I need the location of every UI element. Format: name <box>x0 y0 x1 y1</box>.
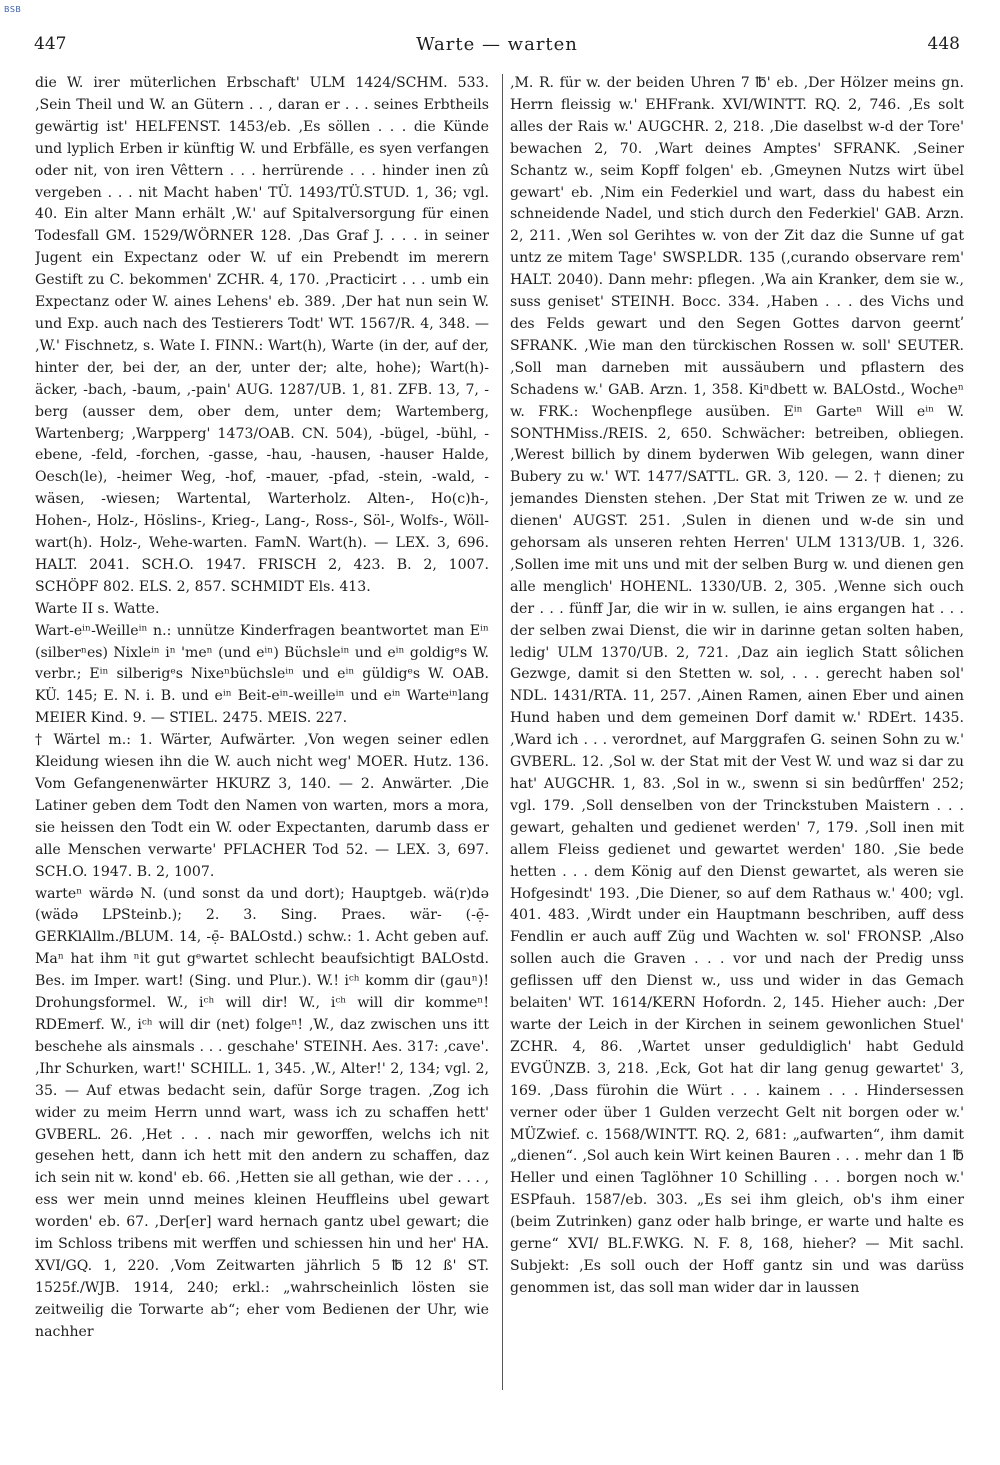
paragraph: † Wärtel m.: 1. Wärter, Aufwärter. ‚Von wegen seiner edlen Kleidung wiesen ihn die W. auch nicht weg' MOER. Hutz. 136. Vom Gefangenenwärter HKURZ 3, 140. — 2. Anwärter. ‚Die Latiner geben dem Todt den Namen von warten, mors a mora, sie heissen den Todt ein W. oder Expectanten, darumb dass er alle Menschen verwarte' PFLACHER Tod 52. — LEX. 3, 697. SCH.O. 1947. B. 2, 1007. <box>35 732 489 880</box>
paragraph: Warte II s. Watte. <box>35 600 160 617</box>
paragraph: warteⁿ wärdə N. (und sonst da und dort); Hauptgeb. wä(r)də (wädə LPSteinb.); 2. 3. Sing. Praes. wär- (-ẹ̄- GERKlAllm./BLUM. 14, -ẹ̄- BALOstd.) schw.: 1. Acht geben auf. Maⁿ hat ihm ⁿit gut gᵉwartet schlecht beaufsichtigt BALOstd. Bes. im Imper. wart! (Sing. und Plur.). W.! iᶜʰ komm dir (gauⁿ)! Drohungsformel. W., iᶜʰ will dir! W., iᶜʰ will dir kommeⁿ! RDEmerf. W., iᶜʰ will dir (net) folgeⁿ! ‚W., daz zwischen uns itt beschehe als ainsmals . . . geschahe' STEINH. Aes. 317: ‚cave'. ‚Ihr Schurken, wart!' SCHILL. 1, 345. ‚W., Alter!' 2, 134; vgl. 2, 35. — Auf etwas bedacht sein, dafür Sorge tragen. ‚Zog ich wider zu meim Herrn unnd wart, wass ich zu schaffen hett' GVBERL. 26. ‚Het . . . nach mir geworffen, welchs ich nit gesehen hett, dann ich hett mit den andern zu schaffen, daz ich sein nit w. kond' eb. 66. ‚Hetten sie all gethan, wie der . . . , ess wer mein unnd meines kleinen Heuffleins ubel gewart worden' eb. 67. ‚Der[er] ward hernach gantz ubel gewart; die im Schloss tribens mit werffen und schiessen hin und her' HA. XVI/GQ. 1, 220. ‚Vom Zeitwarten jährlich 5 ℔ 12 ß' ST. 1525f./WJB. 1914, 240; erkl.: „wahrscheinlich lösten sie zeitweilig die Torwarte ab“; eher vom Bedienen der Uhr, wie nachher <box>35 885 489 1340</box>
right-column <box>510 73 964 1393</box>
left-column <box>35 73 489 1393</box>
running-head: Warte — warten <box>416 34 578 55</box>
column-divider <box>502 74 503 1390</box>
page-header <box>34 34 960 64</box>
page-number-right: 448 <box>927 34 960 54</box>
paragraph: die W. irer müterlichen Erbschaft' ULM 1424/SCHM. 533. ‚Sein Theil und W. an Gütern . . , daran er . . . seines Erbtheils gewärtig ist' HELFENST. 1453/eb. ‚Es söllen . . . die Künde und lyplich Erben ir künftig W. und Erbfälle, es syen verfangen oder nit, von iren Vêttern . . . herrürende . . . hinder inen zû vergeben . . . nit Macht haben' TÜ. 1493/TÜ.STUD. 1, 36; vgl. 40. Ein alter Mann erhält ‚W.' auf Spitalversorgung für einen Todesfall GM. 1529/WÖRNER 128. ‚Das Graf J. . . . in seiner Jugent ein Expectanz oder W. uf ein Prebendt im merern Gestift zu C. bekommen' ZCHR. 4, 170. ‚Practicirt . . . umb ein Expectanz oder W. aines Lehens' eb. 389. ‚Der hat nun sein W. und Exp. auch nach des Testierers Todt' WT. 1567/R. 4, 348. — ‚W.' Fischnetz, s. Wate I. FINN.: Wart(h), Warte (in der, auf der, hinter der, bei der, an der, unter der; alte, hohe); Wart(h)-äcker, -bach, -baum, ‚-pain' AUG. 1287/UB. 1, 81. ZFB. 13, 7, -berg (ausser dem, ober dem, unter dem; Wartemberg, Wartenberg; ‚Warpperg' 1473/OAB. CN. 504), -bügel, -bühl, -ebene, -feld, -forchen, -gasse, -hau, -hausen, -hauser Halde, Oesch(le), -heimer Weg, -hof, -mauer, -pfad, -stein, -wald, -wäsen, -wiesen; Wartental, Warterholz. Alten-, Ho(c)h-, Hohen-, Holz-, Höslins-, Krieg-, Lang-, Ross-, Söl-, Wolfs-, Wöll-wart(h). Holz-, Wehe-warten. FamN. Wart(h). — LEX. 3, 696. HALT. 2041. SCH.O. 1947. FRISCH 2, 423. B. 2, 1007. SCHÖPF 802. ELS. 2, 857. SCHMIDT Els. 413. <box>35 75 489 595</box>
page-number-left: 447 <box>34 34 67 54</box>
paragraph: Wart-eⁱⁿ-Weilleⁱⁿ n.: unnütze Kinderfragen beantwortet man Eⁱⁿ (silberⁿes) Nixleⁱⁿ iⁿ 'meⁿ (und eⁱⁿ) Büchsleⁱⁿ und eⁱⁿ goldigᵉs W. verbr.; Eⁱⁿ silberigᵉs Nixeⁿbüchsleⁱⁿ und eⁱⁿ güldigᵉs W. OAB. KÜ. 145; E. N. i. B. und eⁱⁿ Beit-eⁱⁿ-weilleⁱⁿ und eⁱⁿ Warteⁱⁿlang MEIER Kind. 9. — STIEL. 2475. MEIS. 227. <box>35 622 489 727</box>
paragraph: ‚M. R. für w. der beiden Uhren 7 ℔' eb. ‚Der Hölzer meins gn. Herrn fleissig w.' EHFrank. XVI/WINTT. RQ. 2, 746. ‚Es solt alles der Rais w.' AUGCHR. 2, 218. ‚Die daselbst w-d der Tore' bewachen 2, 70. ‚Wart deines Amptes' SFRANK. ‚Seiner Schantz w., seim Kopff folgen' eb. ‚Gmeynen Nutzs wirt übel gewart' eb. ‚Nim ein Federkiel und wart, dass du habest ein schneidende Nadel, und stich durch den Federkiel' GAB. Arzn. 2, 211. ‚Wen sol Gerihtes w. von der Zit daz die Sunne uf gat untz ze mitem Tage' SWSP.LDR. 135 (‚curando observare rem' HALT. 2040). Dann mehr: pflegen. ‚Wa ain Kranker, dem sie w., suss geniset' STEINH. Bocc. 334. ‚Haben . . . des Vichs und des Felds gewart und den Segen Gottes darvon geerntʹ SFRANK. ‚Wie man den türckischen Rossen w. soll' SEUTER. ‚Soll man darneben mit aussäubern und pflastern des Schadens w.' GAB. Arzn. 1, 358. Kiⁿdbett w. BALOstd., Wocheⁿ w. FRK.: Wochenpflege ausüben. Eⁱⁿ Garteⁿ Will eⁱⁿ W. SONTHMiss./REIS. 2, 650. Schwächer: betreiben, obliegen. ‚Werest billich by dinem byderwen Wib gelegen, wann diner Bubery zu w.' WT. 1477/SATTL. GR. 3, 120. — 2. † dienen; zu jemandes Diensten stehen. ‚Der Stat mit Triwen ze w. und ze dienen' AUGST. 251. ‚Sulen in dienen und w-de sin und gehorsam als unseren rehten Herren' ULM 1313/UB. 1, 326. ‚Sollen ime mit uns und mit der selben Burg w. und dienen gen alle menglich' HOHENL. 1330/UB. 2, 305. ‚Wenne sich ouch der . . . fünff Jar, die wir in w. sullen, ie ains ergangen hat . . . der selben zwai Dienst, die wir in darinne getan solten haben, ledig' ULM 1370/UB. 2, 721. ‚Daz ain ieglich Statt sôlichen Gezwge, damit si den Stetten w. sol, . . . gerecht haben sol' NDL. 1431/RTA. 11, 257. ‚Ainen Ramen, ainen Eber und ainen Hund haben und dem gemeinen Dorf damit w.' RDErt. 1435. ‚Ward ich . . . verordnet, auf Marggrafen G. seinen Sohn zu w.' GVBERL. 12. ‚Sol w. der Stat mit der Vest W. und waz si dar zu hat' AUGCHR. 1, 83. ‚Sol in w., swenn si sin bedûrffen' 252; vgl. 179. ‚Soll denselben von der Trinckstuben Maistern . . . gewart, gehalten und gedienet werden' 7, 179. ‚Soll inen mit allem Fleiss gedienet und gewartet werden' 180. ‚Sie bede hetten . . . dem König auf den Dienst gewartet, als weren sie Hofgesindt' 193. ‚Die Diener, so auf dem Rathaus w.' 400; vgl. 401. 483. ‚Wirdt under ein Hauptmann beschriben, auff dess Fendlin er auch auff Züg und Wachten w. sol' FRONSP. ‚Also sollen auch die Graven . . . vor und nach der Predig unss geflissen uff den Dienst w., uss und wider in das Gemach belaiten' WT. 1614/KERN Hofordn. 2, 145. Hieher auch: ‚Der warte der Leich in der Kirchen in seinem gewonlichen Stuel' ZCHR. 4, 86. ‚Wartet unser geduldiglich' habt Geduld EVGÜNZB. 3, 218. ‚Eck, Got hat dir lang genug gewartet' 3, 169. ‚Dass fürohin die Würt . . . kainem . . . Hindersessen verner oder über 1 Gulden verzecht Gelt nit borgen oder w.' MÜZwief. c. 1568/WINTT. RQ. 2, 681: „aufwarten“, ihm damit „dienen“. ‚Sol auch kein Wirt keinen Bauren . . . mehr dan 1 ℔ Heller und einen Taglöhner 10 Schilling . . . borgen noch w.' ESPfauh. 1587/eb. 303. „Es sei ihm gleich, ob's ihm einer (beim Zutrinken) ganz oder halb bringe, er warte und halte es gerne“ XVI/ BL.F.WKG. N. F. 8, 168, hieher? — Mit sachl. Subjekt: ‚Es soll ouch der Hoff gantz sin und was darüss genommen ist, das soll man wider dar in laussen <box>510 75 964 1296</box>
library-stamp: BSB <box>4 5 22 14</box>
